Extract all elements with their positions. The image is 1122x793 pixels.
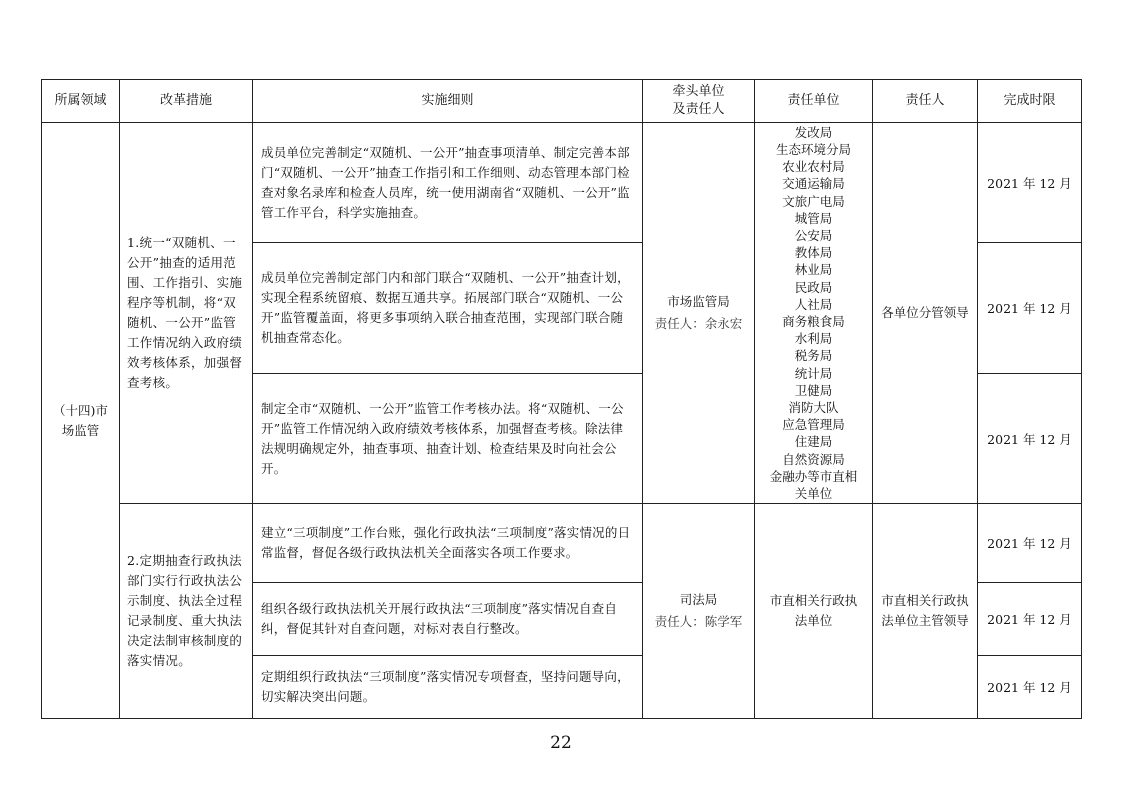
responsible-unit-item: 教体局	[794, 245, 833, 261]
responsible-unit-item: 文旅广电局	[782, 193, 845, 209]
header-deadline: 完成时限	[978, 80, 1082, 123]
responsible-unit-item: 交通运输局	[782, 176, 845, 192]
responsible-unit-item: 人社局	[794, 296, 833, 312]
responsible-unit-item: 关单位	[794, 486, 833, 502]
responsible-unit-item: 住建局	[794, 434, 833, 450]
deadline-cell: 2021 年 12 月	[978, 504, 1082, 583]
lead-unit-name: 司法局	[679, 592, 718, 607]
header-measure: 改革措施	[120, 80, 253, 123]
responsible-person-cell: 各单位分管领导	[873, 123, 978, 504]
responsible-unit-item: 生态环境分局	[775, 141, 851, 157]
responsible-unit-cell: 市直相关行政执法单位	[755, 504, 873, 719]
responsible-unit-item: 税务局	[794, 348, 833, 364]
measure-cell: 2.定期抽查行政执法部门实行行政执法公示制度、执法全过程记录制度、重大执法决定法制审核制度的落实情况。	[120, 504, 253, 719]
deadline-cell: 2021 年 12 月	[978, 374, 1082, 504]
responsible-unit-item: 金融办等市直相	[769, 468, 858, 484]
header-responsible-unit: 责任单位	[755, 80, 873, 123]
reform-table	[41, 79, 1082, 719]
lead-unit-cell	[643, 123, 755, 504]
header-detail: 实施细则	[253, 80, 643, 123]
header-lead-line1: 牵头单位	[672, 84, 725, 99]
responsible-unit-item: 消防大队	[788, 400, 839, 416]
deadline-cell: 2021 年 12 月	[978, 243, 1082, 374]
responsible-unit-item: 发改局	[794, 124, 833, 140]
lead-unit-cell	[643, 504, 755, 719]
lead-unit-person: 责任人：余永宏	[654, 316, 743, 331]
responsible-unit-item: 统计局	[794, 365, 833, 381]
deadline-cell: 2021 年 12 月	[978, 123, 1082, 243]
responsible-unit-item: 水利局	[794, 331, 833, 347]
responsible-unit-item: 民政局	[794, 279, 833, 295]
responsible-person-cell: 市直相关行政执法单位主管领导	[873, 504, 978, 719]
responsible-unit-item: 卫健局	[794, 382, 833, 398]
detail-cell: 定期组织行政执法“三项制度”落实情况专项督查，坚持问题导向，切实解决突出问题。	[253, 656, 643, 719]
responsible-unit-item: 林业局	[794, 262, 833, 278]
responsible-unit-item: 公安局	[794, 227, 833, 243]
header-area: 所属领域	[42, 80, 120, 123]
detail-cell: 建立“三项制度”工作台账，强化行政执法“三项制度”落实情况的日常监督，督促各级行政执法机关全面落实各项工作要求。	[253, 504, 643, 583]
responsible-unit-item: 城管局	[794, 210, 833, 226]
page-number: 22	[550, 733, 572, 753]
header-lead-line2: 及责任人	[672, 102, 725, 117]
lead-unit-person: 责任人：陈学军	[654, 614, 743, 629]
responsible-unit-item: 应急管理局	[782, 417, 845, 433]
responsible-unit-item: 自然资源局	[782, 451, 845, 467]
deadline-cell: 2021 年 12 月	[978, 583, 1082, 656]
header-responsible-person: 责任人	[873, 80, 978, 123]
measure-cell: 1.统一“双随机、一公开”抽查的适用范围、工作指引、实施程序等机制，将“双随机、一公开”监管工作情况纳入政府绩效考核体系，加强督查考核。	[120, 123, 253, 504]
table-row	[42, 123, 1082, 243]
deadline-cell: 2021 年 12 月	[978, 656, 1082, 719]
detail-cell: 成员单位完善制定部门内和部门联合“双随机、一公开”抽查计划，实现全程系统留痕、数据互通共享。拓展部门联合“双随机、一公开”监管覆盖面，将更多事项纳入联合抽查范围，实现部门联合随机抽查常态化。	[253, 243, 643, 374]
area-cell: （十四)市场监管	[42, 123, 120, 719]
responsible-unit-item: 农业农村局	[782, 159, 845, 175]
detail-cell: 组织各级行政执法机关开展行政执法“三项制度”落实情况自查自纠，督促其针对自查问题，对标对表自行整改。	[253, 583, 643, 656]
detail-cell: 制定全市“双随机、一公开”监管工作考核办法。将“双随机、一公开”监管工作情况纳入政府绩效考核体系，加强督查考核。除法律法规明确规定外，抽查事项、抽查计划、检查结果及时向社会公开。	[253, 374, 643, 504]
header-lead	[643, 80, 755, 123]
table-row	[42, 504, 1082, 583]
responsible-unit-item: 商务粮食局	[782, 314, 845, 329]
lead-unit-name: 市场监管局	[667, 294, 730, 309]
detail-cell: 成员单位完善制定“双随机、一公开”抽查事项清单、制定完善本部门“双随机、一公开”抽查工作指引和工作细则、动态管理本部门检查对象名录库和检查人员库，统一使用湖南省“双随机、一公开”监管工作平台，科学实施抽查。	[253, 123, 643, 243]
header-row	[42, 80, 1082, 123]
responsible-unit-cell	[755, 123, 873, 504]
